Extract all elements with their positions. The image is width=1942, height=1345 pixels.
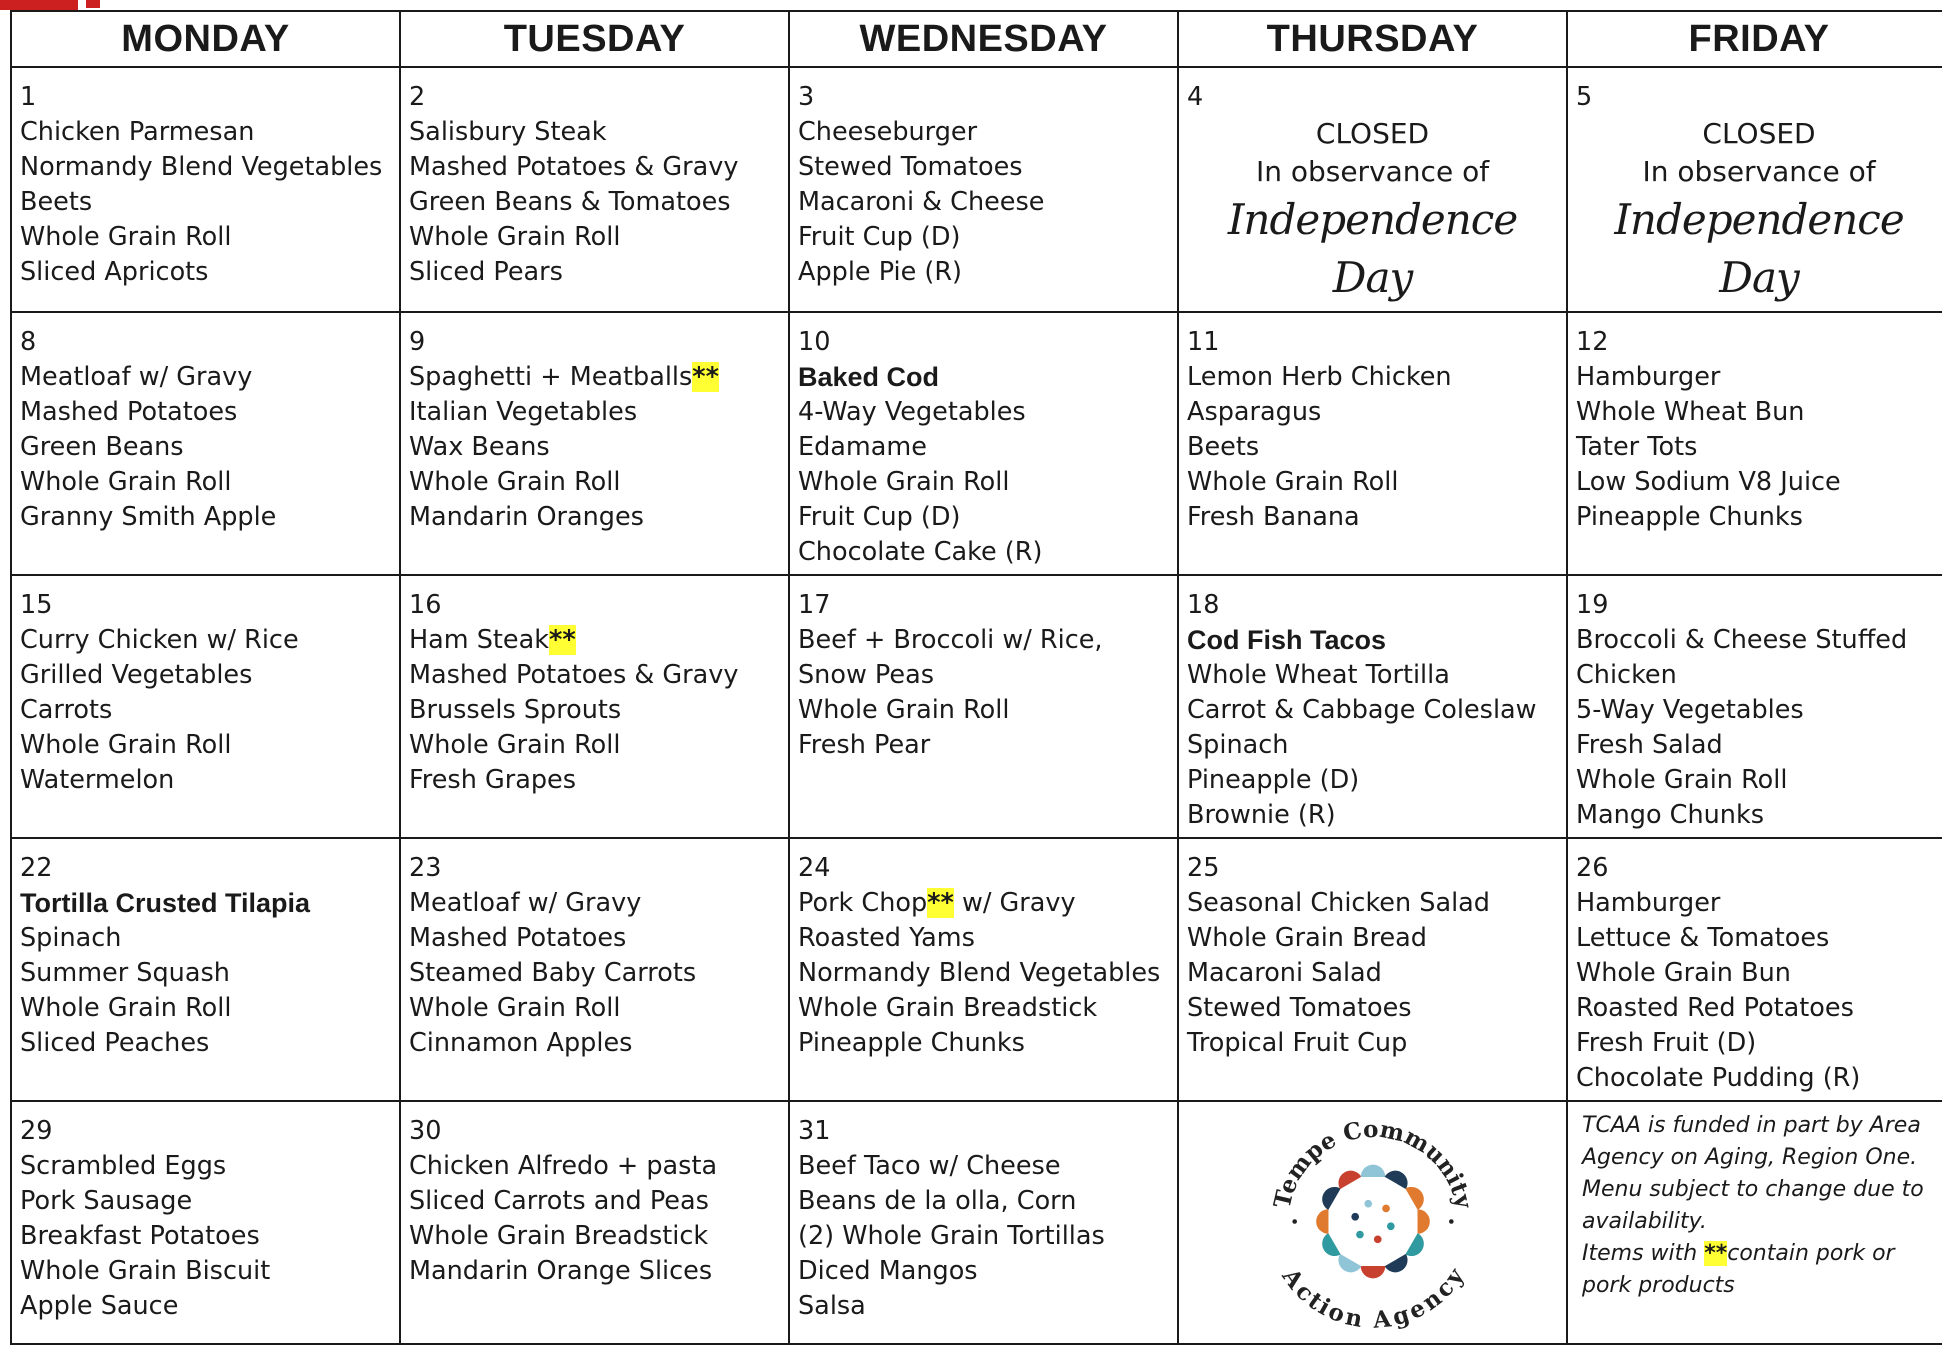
day-cell [1567,1101,1942,1344]
pork-legend-prefix: Items with [1582,1241,1705,1266]
day-number: 30 [409,1116,442,1146]
weekday-header-row [11,11,1942,67]
day-cell [1567,67,1942,312]
menu-item: Broccoli & Cheese Stuffed [1576,625,1908,655]
menu-item: Steamed Baby Carrots [409,958,697,988]
menu-item: Pineapple Chunks [1576,502,1803,532]
menu-item: Mashed Potatoes & Gravy [409,660,739,690]
menu-item: Whole Grain Breadstick [798,993,1098,1023]
menu-item: (2) Whole Grain Tortillas [798,1221,1105,1251]
menu-item: Chocolate Cake (R) [798,537,1043,567]
day-number: 24 [798,853,831,883]
menu-item: Wax Beans [409,432,550,462]
agency-logo [1187,1114,1558,1339]
menu-item: Roasted Yams [798,923,975,953]
day-number: 22 [20,853,53,883]
day-number: 18 [1187,590,1220,620]
menu-item: Carrots [20,695,113,725]
menu-item: Chicken Alfredo + pasta [409,1151,718,1181]
header-friday: FRIDAY [1567,11,1942,67]
day-cell [11,1101,400,1344]
menu-item: Cinnamon Apples [409,1028,633,1058]
day-cell [11,312,400,575]
day-cell [400,575,789,838]
day-cell [789,1101,1178,1344]
menu-item: Whole Grain Bread [1187,923,1427,953]
day-number: 15 [20,590,53,620]
menu-item: Whole Grain Roll [409,467,621,497]
header-tuesday: TUESDAY [400,11,789,67]
menu-item: Sliced Pears [409,257,563,287]
day-cell [400,312,789,575]
menu-item: Summer Squash [20,958,230,988]
menu-item: Whole Grain Roll [20,467,232,497]
menu-item: Salsa [798,1291,866,1321]
menu-item: Fresh Fruit (D) [1576,1028,1757,1058]
menu-item: Scrambled Eggs [20,1151,227,1181]
menu-item: Mandarin Oranges [409,502,644,532]
menu-calendar [10,10,1942,1345]
menu-item: Lemon Herb Chicken [1187,362,1452,392]
menu-item: Whole Grain Breadstick [409,1221,709,1251]
day-cell [1178,67,1567,312]
menu-item: Green Beans [20,432,184,462]
funding-note-line: Menu subject to change due to [1582,1177,1924,1202]
entree-with-pork-mark [798,886,1169,921]
menu-item: Green Beans & Tomatoes [409,187,731,217]
menu-item: Pineapple Chunks [798,1028,1025,1058]
menu-item: 5-Way Vegetables [1576,695,1804,725]
header-thursday: THURSDAY [1178,11,1567,67]
entree-name: Ham Steak [409,625,550,655]
menu-item: Beef Taco w/ Cheese [798,1151,1061,1181]
menu-item: Whole Grain Roll [409,993,621,1023]
menu-item: Whole Grain Roll [798,695,1010,725]
logo-text-top: Tempe Community [1268,1115,1477,1211]
day-cell [400,67,789,312]
day-number: 23 [409,853,442,883]
menu-item: Chocolate Pudding (R) [1576,1063,1861,1093]
menu-item: Tropical Fruit Cup [1187,1028,1408,1058]
week-row [11,67,1942,312]
menu-item: Breakfast Potatoes [20,1221,260,1251]
menu-item: Chicken [1576,660,1677,690]
entree-suffix: w/ Gravy [953,888,1076,918]
menu-item: Beets [20,187,93,217]
menu-item: Pork Sausage [20,1186,193,1216]
day-cell [1178,312,1567,575]
day-number: 9 [409,327,426,357]
closed-label: CLOSED [1315,117,1430,150]
menu-item: Spinach [1187,730,1289,760]
funding-note-line: Agency on Aging, Region One. [1582,1145,1918,1170]
day-number: 8 [20,327,37,357]
menu-item: Whole Grain Roll [798,467,1010,497]
menu-item: Mashed Potatoes [20,397,238,427]
menu-item: Whole Grain Bun [1576,958,1791,988]
week-row [11,838,1942,1101]
day-cell [789,575,1178,838]
menu-item: Whole Grain Roll [409,730,621,760]
day-cell [1567,312,1942,575]
menu-item: Macaroni & Cheese [798,187,1045,217]
day-cell [1178,838,1567,1101]
menu-item: Whole Wheat Tortilla [1187,660,1450,690]
week-row [11,312,1942,575]
menu-item: Curry Chicken w/ Rice [20,625,299,655]
menu-item: Diced Mangos [798,1256,978,1286]
banner-red-fragment-2 [86,0,100,8]
menu-item: Whole Wheat Bun [1576,397,1805,427]
day-cell [11,575,400,838]
menu-item: Mandarin Orange Slices [409,1256,713,1286]
day-number: 4 [1187,82,1204,112]
menu-item: Fresh Grapes [409,765,577,795]
holiday-name: Independence Day [1227,195,1518,302]
day-number: 10 [798,327,831,357]
menu-item: Whole Grain Biscuit [20,1256,271,1286]
entree-name: Spaghetti + Meatballs [409,362,693,392]
day-cell [789,312,1178,575]
menu-item: Lettuce & Tomatoes [1576,923,1830,953]
day-number: 3 [798,82,815,112]
menu-item: Mashed Potatoes & Gravy [409,152,739,182]
closed-notice [1187,115,1558,307]
day-number: 25 [1187,853,1220,883]
day-cell [11,67,400,312]
menu-item: Tater Tots [1576,432,1698,462]
menu-item: Cheeseburger [798,117,978,147]
menu-item: Fresh Salad [1576,730,1723,760]
entree-bold: Tortilla Crusted Tilapia [20,888,311,918]
menu-item: Whole Grain Roll [20,222,232,252]
menu-item: Chicken Parmesan [20,117,255,147]
menu-item: Beans de la olla, Corn [798,1186,1077,1216]
observance-label: In observance of [1642,155,1876,188]
day-number: 29 [20,1116,53,1146]
day-number: 11 [1187,327,1220,357]
pork-legend [1576,1238,1942,1270]
pork-mark: ** [692,362,719,392]
menu-item: Macaroni Salad [1187,958,1382,988]
menu-item: Sliced Peaches [20,1028,210,1058]
pork-mark: ** [549,625,576,655]
day-cell [1567,838,1942,1101]
menu-item: Brownie (R) [1187,800,1336,830]
day-number: 26 [1576,853,1609,883]
menu-item: Roasted Red Potatoes [1576,993,1854,1023]
day-number: 17 [798,590,831,620]
menu-item: Meatloaf w/ Gravy [20,362,253,392]
logo-text-bottom: Action Agency [1276,1263,1470,1329]
day-number: 12 [1576,327,1609,357]
observance-label: In observance of [1255,155,1490,188]
menu-item: Hamburger [1576,362,1721,392]
menu-item: Edamame [798,432,927,462]
entree-with-pork-mark [409,360,780,395]
funding-note-line: availability. [1582,1209,1707,1234]
menu-item: Salisbury Steak [409,117,607,147]
menu-item: Beef + Broccoli w/ Rice, [798,625,1103,655]
menu-item: Whole Grain Roll [1576,765,1788,795]
closed-label: CLOSED [1702,117,1816,150]
menu-item: Stewed Tomatoes [1187,993,1412,1023]
day-number: 2 [409,82,426,112]
pork-legend-suffix: contain pork or [1727,1241,1895,1266]
menu-item: Fruit Cup (D) [798,222,961,252]
menu-item: Whole Grain Roll [20,730,232,760]
week-row [11,575,1942,838]
day-number: 5 [1576,82,1593,112]
menu-item: Italian Vegetables [409,397,638,427]
funding-note-line: TCAA is funded in part by Area [1582,1113,1921,1138]
entree-bold: Baked Cod [798,362,940,392]
day-cell [789,67,1178,312]
day-number: 19 [1576,590,1609,620]
day-cell [400,838,789,1101]
menu-item: Asparagus [1187,397,1322,427]
menu-item: Mango Chunks [1576,800,1765,830]
week-row [11,1101,1942,1344]
menu-item: Snow Peas [798,660,934,690]
header-monday: MONDAY [11,11,400,67]
menu-item: Apple Sauce [20,1291,179,1321]
menu-item: Fresh Pear [798,730,931,760]
menu-item: Apple Pie (R) [798,257,963,287]
menu-item: Spinach [20,923,122,953]
day-number: 31 [798,1116,831,1146]
pork-mark: ** [927,888,954,918]
menu-item: Mashed Potatoes [409,923,627,953]
menu-item: Meatloaf w/ Gravy [409,888,642,918]
menu-item: Fruit Cup (D) [798,502,961,532]
day-cell [1178,1101,1567,1344]
menu-item: Whole Grain Roll [1187,467,1399,497]
svg-text:Tempe Community [1268,1116,1477,1212]
menu-item: Pineapple (D) [1187,765,1360,795]
entree-bold: Cod Fish Tacos [1187,625,1387,655]
pork-mark: ** [1704,1241,1728,1266]
menu-item: Sliced Apricots [20,257,209,287]
menu-item: Grilled Vegetables [20,660,253,690]
header-wednesday: WEDNESDAY [789,11,1178,67]
day-cell [789,838,1178,1101]
menu-item: Fresh Banana [1187,502,1360,532]
menu-item: Normandy Blend Vegetables [798,958,1161,988]
menu-item: Seasonal Chicken Salad [1187,888,1490,918]
menu-item: Stewed Tomatoes [798,152,1023,182]
holiday-name: Independence Day [1614,195,1904,302]
menu-item: Hamburger [1576,888,1721,918]
menu-item: Low Sodium V8 Juice [1576,467,1841,497]
day-cell [400,1101,789,1344]
day-cell [1178,575,1567,838]
top-edge-banner [0,0,1942,10]
day-cell [1567,575,1942,838]
menu-item: Granny Smith Apple [20,502,277,532]
closed-notice [1576,115,1942,307]
menu-item: Sliced Carrots and Peas [409,1186,709,1216]
day-number: 16 [409,590,442,620]
menu-item: Brussels Sprouts [409,695,622,725]
menu-item: Normandy Blend Vegetables [20,152,383,182]
menu-item: 4-Way Vegetables [798,397,1026,427]
pork-legend-end: pork products [1582,1273,1735,1298]
menu-item: Carrot & Cabbage Coleslaw [1187,695,1537,725]
menu-item: Beets [1187,432,1260,462]
day-cell [11,838,400,1101]
menu-item: Whole Grain Roll [409,222,621,252]
menu-item: Watermelon [20,765,175,795]
entree-name: Pork Chop [798,888,928,918]
entree-with-pork-mark [409,623,780,658]
banner-red-fragment [0,0,78,10]
menu-item: Whole Grain Roll [20,993,232,1023]
day-number: 1 [20,82,37,112]
